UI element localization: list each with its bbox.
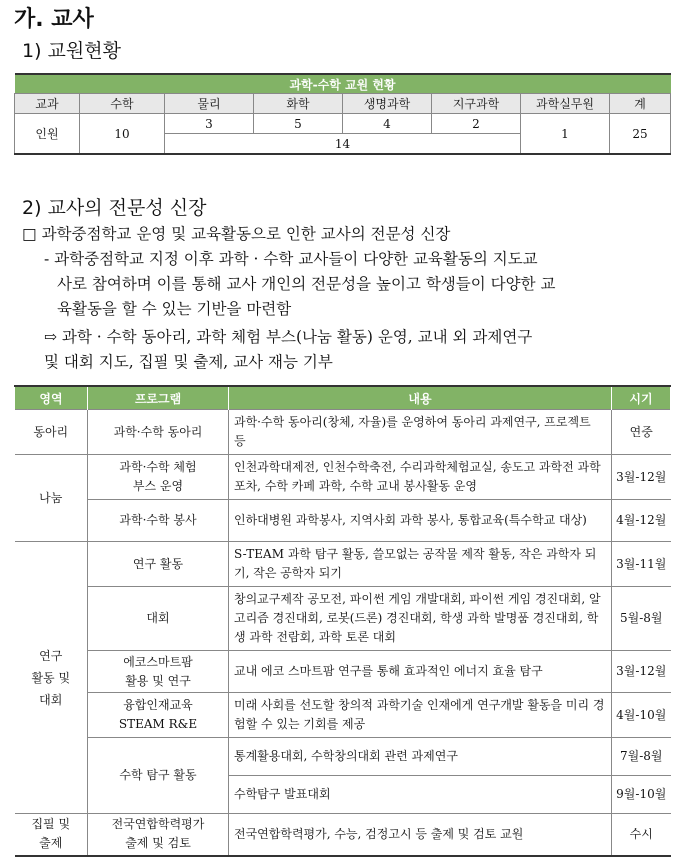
- content-cell: 미래 사회를 선도할 창의적 과학기술 인재에게 연구개발 활동을 미리 경험할 수 있는 기회를 제공: [229, 693, 612, 738]
- row-label: 인원: [15, 114, 80, 155]
- header-cell: 생명과학: [343, 94, 432, 114]
- section-heading: 가. 교사: [14, 7, 94, 32]
- time-cell: 7월-8월: [612, 738, 671, 776]
- content-cell: 교내 에코 스마트팜 연구를 통해 효과적인 에너지 효율 탐구: [229, 651, 612, 693]
- program-cell: 연구 활동: [88, 542, 229, 587]
- header-cell: 교과: [15, 94, 80, 114]
- staff-table-title: 과학-수학 교원 현황: [15, 74, 671, 94]
- arrow-line: ⇨ 과학 · 수학 동아리, 과학 체험 부스(나눔 활동) 운영, 교내 외 과제연구: [44, 328, 533, 346]
- content-cell: 인천과학대제전, 인천수학축전, 수리과학체험교실, 송도고 과학전 과학 포차, 수학 카페 과학, 수학 교내 봉사활동 운영: [229, 455, 612, 500]
- program-table: [14, 385, 671, 857]
- total-count: 25: [610, 114, 671, 155]
- dash-line: 사로 참여하며 이를 통해 교사 개인의 전문성을 높이고 학생들이 다양한 교: [57, 275, 556, 293]
- science-subtotal: 14: [165, 134, 521, 155]
- header-cell: 과학실무원: [521, 94, 610, 114]
- bullet-line: □ 과학중점학교 운영 및 교육활동으로 인한 교사의 전문성 신장: [22, 225, 451, 243]
- area-cell: 집필 및 출제: [15, 814, 88, 856]
- content-cell: 수학탐구 발표대회: [229, 776, 612, 814]
- program-cell: 수학 탐구 활동: [88, 738, 229, 814]
- content-cell: 창의교구제작 공모전, 파이썬 게임 개발대회, 파이썬 게임 경진대회, 알고리즘 경진대회, 로봇(드론) 경진대회, 학생 과학 발명품 경진대회, 학생 과학 전람회, 과학 토론 대회: [229, 587, 612, 651]
- header-program: 프로그램: [88, 386, 229, 410]
- header-cell: 수학: [80, 94, 165, 114]
- lab-assistant-count: 1: [521, 114, 610, 155]
- program-cell: 대회: [88, 587, 229, 651]
- header-content: 내용: [229, 386, 612, 410]
- content-cell: S-TEAM 과학 탐구 활동, 쓸모없는 공작물 제작 활동, 작은 과학자 되기, 작은 공학자 되기: [229, 542, 612, 587]
- staff-table: [14, 73, 671, 155]
- dash-line: - 과학중점학교 지정 이후 과학 · 수학 교사들이 다양한 교육활동의 지도교: [44, 250, 538, 268]
- subsection-title-staff: 1) 교원현황: [22, 40, 121, 62]
- program-cell: 과학·수학 동아리: [88, 410, 229, 455]
- physics-count: 3: [165, 114, 254, 134]
- program-cell: 에코스마트팜 활용 및 연구: [88, 651, 229, 693]
- header-cell: 화학: [254, 94, 343, 114]
- header-cell: 물리: [165, 94, 254, 114]
- earth-science-count: 2: [432, 114, 521, 134]
- dash-line: 육활동을 할 수 있는 기반을 마련함: [57, 300, 292, 318]
- time-cell: 수시: [612, 814, 671, 856]
- header-cell: 지구과학: [432, 94, 521, 114]
- program-cell: 융합인재교육 STEAM R&E: [88, 693, 229, 738]
- time-cell: 5월-8월: [612, 587, 671, 651]
- area-cell: 연구 활동 및 대회: [15, 542, 88, 814]
- math-count: 10: [80, 114, 165, 155]
- arrow-line: 및 대회 지도, 집필 및 출제, 교사 재능 기부: [44, 353, 333, 371]
- time-cell: 4월-12월: [612, 500, 671, 542]
- time-cell: 3월-12월: [612, 651, 671, 693]
- header-area: 영역: [15, 386, 88, 410]
- time-cell: 4월-10월: [612, 693, 671, 738]
- time-cell: 연중: [612, 410, 671, 455]
- area-cell: 나눔: [15, 455, 88, 542]
- content-cell: 통계활용대회, 수학창의대회 관련 과제연구: [229, 738, 612, 776]
- header-cell: 계: [610, 94, 671, 114]
- time-cell: 3월-11월: [612, 542, 671, 587]
- chemistry-count: 5: [254, 114, 343, 134]
- header-time: 시기: [612, 386, 671, 410]
- content-cell: 전국연합학력평가, 수능, 검정고시 등 출제 및 검토 교원: [229, 814, 612, 856]
- life-science-count: 4: [343, 114, 432, 134]
- time-cell: 9월-10월: [612, 776, 671, 814]
- program-cell: 전국연합학력평가 출제 및 검토: [88, 814, 229, 856]
- time-cell: 3월-12월: [612, 455, 671, 500]
- area-cell: 동아리: [15, 410, 88, 455]
- content-cell: 과학·수학 동아리(창체, 자율)를 운영하여 동아리 과제연구, 프로젝트 등: [229, 410, 612, 455]
- subsection-title-expertise: 2) 교사의 전문성 신장: [22, 197, 207, 219]
- program-cell: 과학·수학 봉사: [88, 500, 229, 542]
- content-cell: 인하대병원 과학봉사, 지역사회 과학 봉사, 통합교육(특수학교 대상): [229, 500, 612, 542]
- program-cell: 과학·수학 체험 부스 운영: [88, 455, 229, 500]
